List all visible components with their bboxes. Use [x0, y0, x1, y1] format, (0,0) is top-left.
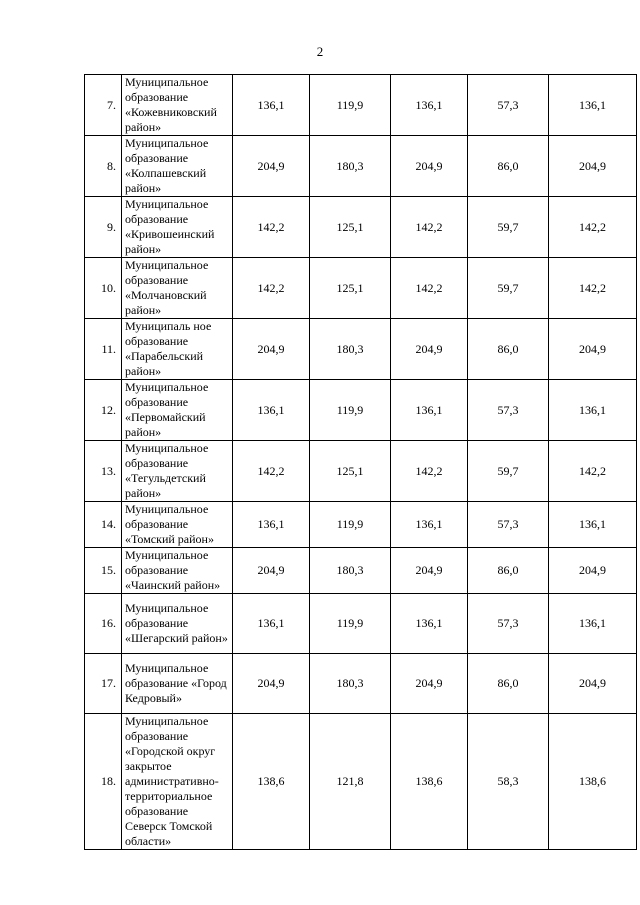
municipality-name: Муниципальное образование «Колпашевский район» — [122, 136, 233, 197]
row-number: 13. — [85, 441, 122, 502]
value-cell-5: 142,2 — [549, 441, 637, 502]
municipality-name: Муниципальное образование «Кривошеинский район» — [122, 197, 233, 258]
value-cell-1: 142,2 — [233, 441, 310, 502]
value-cell-4: 86,0 — [468, 654, 549, 714]
value-cell-2: 125,1 — [310, 197, 391, 258]
value-cell-2: 180,3 — [310, 136, 391, 197]
value-cell-1: 136,1 — [233, 380, 310, 441]
row-number: 17. — [85, 654, 122, 714]
value-cell-5: 204,9 — [549, 654, 637, 714]
value-cell-5: 204,9 — [549, 136, 637, 197]
value-cell-1: 142,2 — [233, 258, 310, 319]
municipality-name: Муниципальное образование «Тегульдетский район» — [122, 441, 233, 502]
value-cell-4: 86,0 — [468, 548, 549, 594]
value-cell-1: 204,9 — [233, 654, 310, 714]
table-row — [85, 380, 637, 441]
row-number: 7. — [85, 75, 122, 136]
value-cell-3: 136,1 — [391, 502, 468, 548]
row-number: 10. — [85, 258, 122, 319]
table-row — [85, 714, 637, 850]
value-cell-3: 136,1 — [391, 594, 468, 654]
municipality-name: Муниципальное образование «Молчановский район» — [122, 258, 233, 319]
value-cell-2: 119,9 — [310, 380, 391, 441]
row-number: 14. — [85, 502, 122, 548]
table-row — [85, 136, 637, 197]
value-cell-5: 138,6 — [549, 714, 637, 850]
table-row — [85, 441, 637, 502]
value-cell-1: 142,2 — [233, 197, 310, 258]
value-cell-4: 57,3 — [468, 502, 549, 548]
value-cell-5: 204,9 — [549, 548, 637, 594]
value-cell-3: 204,9 — [391, 136, 468, 197]
value-cell-4: 57,3 — [468, 380, 549, 441]
value-cell-4: 59,7 — [468, 441, 549, 502]
value-cell-4: 57,3 — [468, 594, 549, 654]
value-cell-2: 180,3 — [310, 654, 391, 714]
value-cell-2: 119,9 — [310, 75, 391, 136]
page-number: 2 — [316, 44, 324, 59]
value-cell-3: 204,9 — [391, 654, 468, 714]
value-cell-3: 142,2 — [391, 197, 468, 258]
value-cell-4: 86,0 — [468, 136, 549, 197]
value-cell-1: 136,1 — [233, 75, 310, 136]
value-cell-3: 138,6 — [391, 714, 468, 850]
municipality-name: Муниципальное образование «Шегарский район» — [122, 594, 233, 654]
row-number: 12. — [85, 380, 122, 441]
row-number: 15. — [85, 548, 122, 594]
table-row — [85, 319, 637, 380]
value-cell-5: 142,2 — [549, 258, 637, 319]
table-row — [85, 258, 637, 319]
value-cell-1: 204,9 — [233, 136, 310, 197]
value-cell-2: 180,3 — [310, 319, 391, 380]
value-cell-2: 125,1 — [310, 258, 391, 319]
value-cell-4: 59,7 — [468, 258, 549, 319]
value-cell-5: 204,9 — [549, 319, 637, 380]
table-body — [85, 75, 637, 850]
row-number: 9. — [85, 197, 122, 258]
value-cell-3: 136,1 — [391, 75, 468, 136]
value-cell-3: 142,2 — [391, 258, 468, 319]
municipality-name: Муниципальное образование «Город Кедровый» — [122, 654, 233, 714]
value-cell-2: 121,8 — [310, 714, 391, 850]
value-cell-1: 138,6 — [233, 714, 310, 850]
value-cell-2: 125,1 — [310, 441, 391, 502]
value-cell-1: 136,1 — [233, 502, 310, 548]
table-row — [85, 75, 637, 136]
value-cell-5: 136,1 — [549, 380, 637, 441]
value-cell-1: 204,9 — [233, 319, 310, 380]
value-cell-5: 136,1 — [549, 594, 637, 654]
value-cell-4: 58,3 — [468, 714, 549, 850]
value-cell-3: 142,2 — [391, 441, 468, 502]
municipality-name: Муниципальное образование «Первомайский район» — [122, 380, 233, 441]
table-row — [85, 594, 637, 654]
municipality-name: Муниципальное образование «Кожевниковский район» — [122, 75, 233, 136]
municipality-name: Муниципальное образование «Томский район» — [122, 502, 233, 548]
value-cell-4: 57,3 — [468, 75, 549, 136]
table-row — [85, 654, 637, 714]
value-cell-1: 136,1 — [233, 594, 310, 654]
table-row — [85, 197, 637, 258]
municipality-name: Муниципальное образование «Городской округ закрытое административно-территориальное образование Северск Томской области» — [122, 714, 233, 850]
value-cell-2: 119,9 — [310, 594, 391, 654]
row-number: 8. — [85, 136, 122, 197]
value-cell-3: 136,1 — [391, 380, 468, 441]
allocation-table — [84, 74, 637, 850]
value-cell-5: 136,1 — [549, 75, 637, 136]
table-row — [85, 548, 637, 594]
table-row — [85, 502, 637, 548]
value-cell-1: 204,9 — [233, 548, 310, 594]
value-cell-4: 59,7 — [468, 197, 549, 258]
value-cell-5: 142,2 — [549, 197, 637, 258]
value-cell-3: 204,9 — [391, 319, 468, 380]
value-cell-2: 119,9 — [310, 502, 391, 548]
value-cell-5: 136,1 — [549, 502, 637, 548]
row-number: 16. — [85, 594, 122, 654]
value-cell-3: 204,9 — [391, 548, 468, 594]
value-cell-2: 180,3 — [310, 548, 391, 594]
value-cell-4: 86,0 — [468, 319, 549, 380]
municipality-name: Муниципальное образование «Чаинский район» — [122, 548, 233, 594]
municipality-name: Муниципаль ное образование «Парабельский район» — [122, 319, 233, 380]
row-number: 18. — [85, 714, 122, 850]
row-number: 11. — [85, 319, 122, 380]
